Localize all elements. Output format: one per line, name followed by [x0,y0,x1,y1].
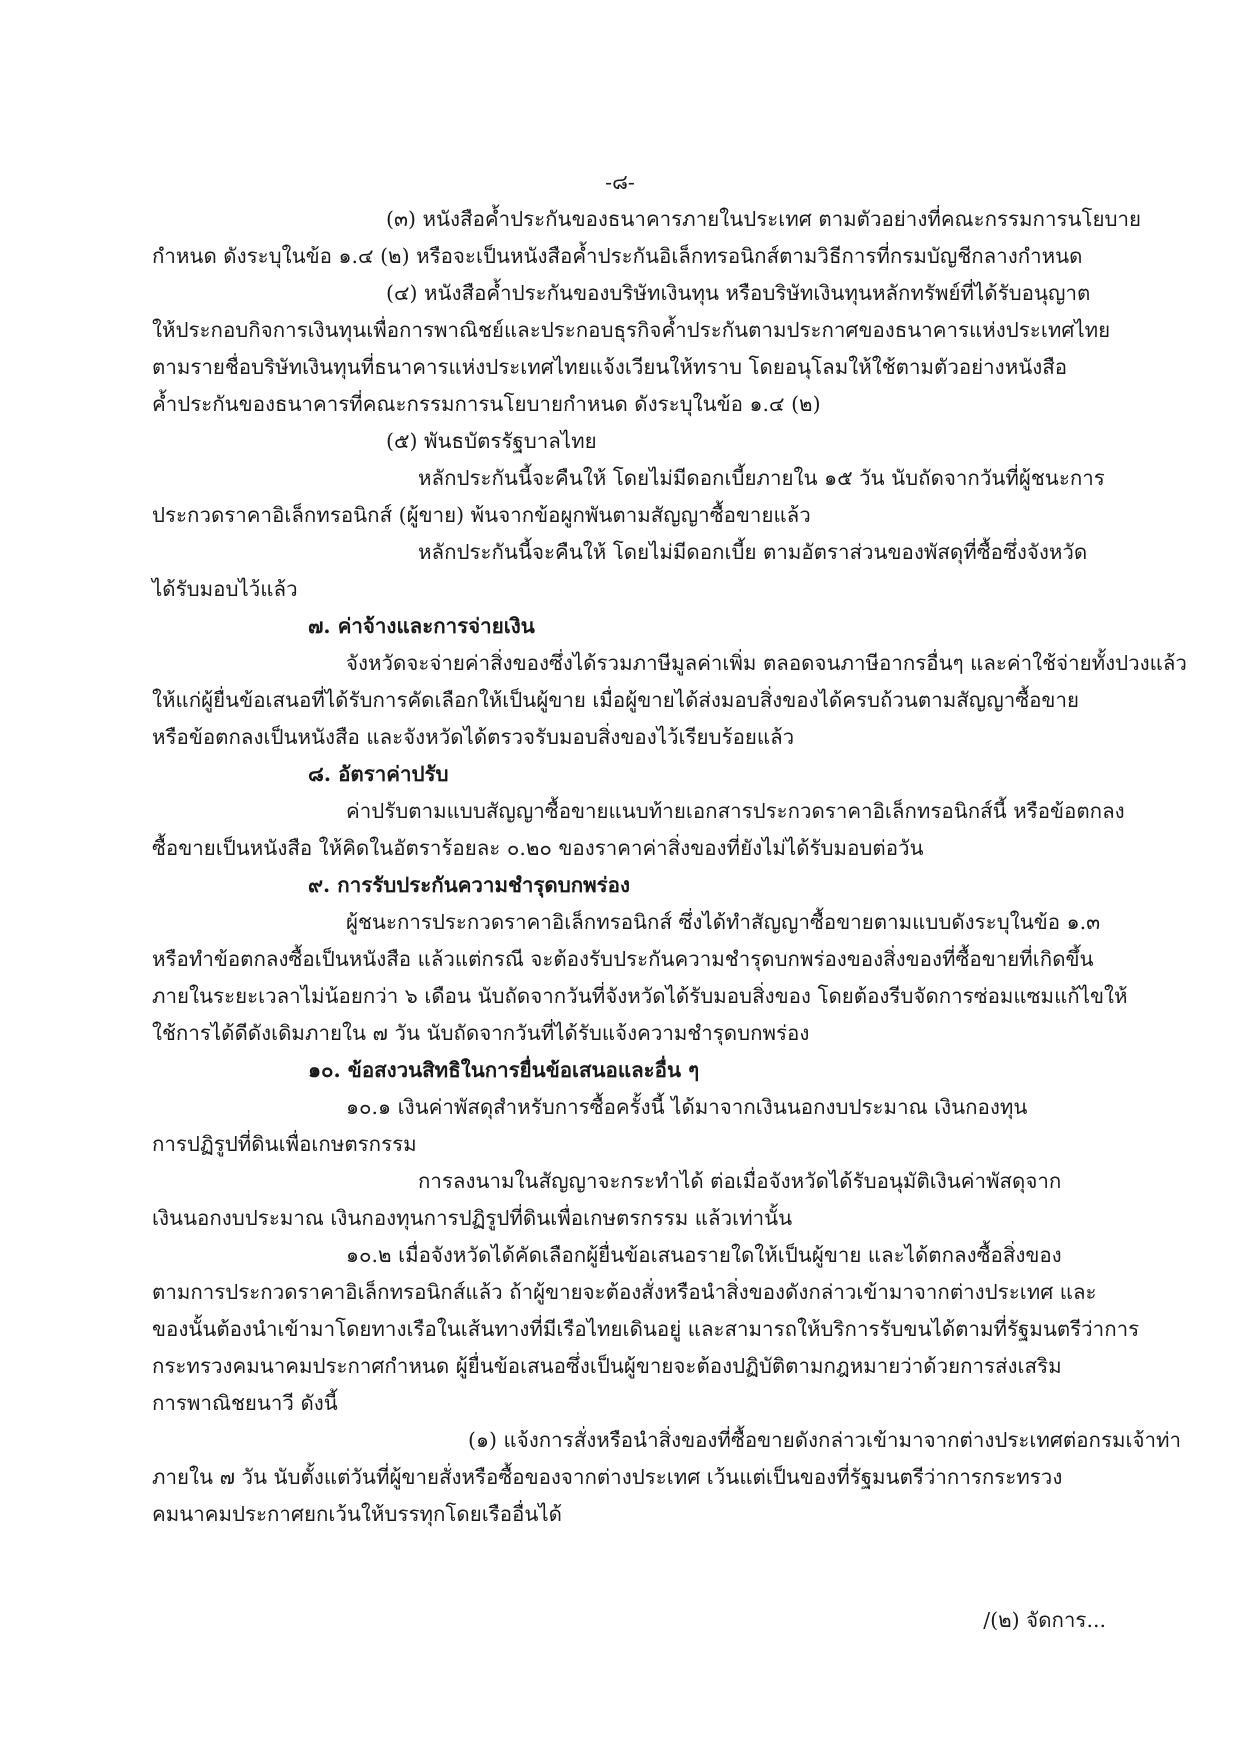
section-8-line-2: ซื้อขายเป็นหนังสือ ให้คิดในอัตราร้อยละ ๐.๒๐ ของราคาค่าสิ่งของที่ยังไม่ได้รับมอบต่อวัน [152,836,924,860]
item-4-line-4: ค้ำประกันของธนาคารที่คณะกรรมการนโยบายกำหนด ดังระบุในข้อ ๑.๔ (๒) [152,392,821,416]
item-5-line-1: (๕) พันธบัตรรัฐบาลไทย [386,429,597,453]
clause-10-2-line-3: ของนั้นต้องนำเข้ามาโดยทางเรือในเส้นทางที่มีเรือไทยเดินอยู่ และสามารถให้บริการรับขนได้ตามที่รัฐมนตรีว่าการ [152,1317,1140,1341]
clause-10-1-sign-line-1: การลงนามในสัญญาจะกระทำได้ ต่อเมื่อจังหวัดได้รับอนุมัติเงินค่าพัสดุจาก [418,1169,1062,1193]
section-9-line-3: ภายในระยะเวลาไม่น้อยกว่า ๖ เดือน นับถัดจากวันที่จังหวัดได้รับมอบสิ่งของ โดยต้องรีบจัดการซ่อมแซมแก้ไขให้ [152,984,1128,1008]
return-clause-1-line-1: หลักประกันนี้จะคืนให้ โดยไม่มีดอกเบี้ยภายใน ๑๕ วัน นับถัดจากวันที่ผู้ชนะการ [418,466,1105,490]
section-10-heading: ๑๐. ข้อสงวนสิทธิในการยื่นข้อเสนอและอื่น ๆ [308,1058,700,1082]
clause-10-1-line-2: การปฏิรูปที่ดินเพื่อเกษตรกรรม [152,1132,417,1156]
clause-10-2-line-5: การพาณิชยนาวี ดังนี้ [152,1391,338,1415]
section-7-heading: ๗. ค่าจ้างและการจ่ายเงิน [308,614,535,638]
section-7-line-2: ให้แก่ผู้ยื่นข้อเสนอที่ได้รับการคัดเลือกให้เป็นผู้ขาย เมื่อผู้ขายได้ส่งมอบสิ่งของได้ครบถ้วนตามสัญญาซื้อขาย [152,688,1079,712]
section-8-line-1: ค่าปรับตามแบบสัญญาซื้อขายแนบท้ายเอกสารประกวดราคาอิเล็กทรอนิกส์นี้ หรือข้อตกลง [346,799,1125,823]
page-number: -๘- [605,170,635,194]
section-9-line-2: หรือทำข้อตกลงซื้อเป็นหนังสือ แล้วแต่กรณี จะต้องรับประกันความชำรุดบกพร่องของสิ่งของที่ซื้อขายที่เกิดขึ้น [152,947,1094,971]
item-3-line-1: (๓) หนังสือค้ำประกันของธนาคารภายในประเทศ ตามตัวอย่างที่คณะกรรมการนโยบาย [386,207,1142,231]
clause-10-2-1-line-3: คมนาคมประกาศยกเว้นให้บรรทุกโดยเรืออื่นได้ [152,1502,562,1526]
clause-10-2-line-4: กระทรวงคมนาคมประกาศกำหนด ผู้ยื่นข้อเสนอซึ่งเป็นผู้ขายจะต้องปฏิบัติตามกฎหมายว่าด้วยการส่งเสริม [152,1354,1062,1378]
clause-10-2-line-1: ๑๐.๒ เมื่อจังหวัดได้คัดเลือกผู้ยื่นข้อเสนอรายใดให้เป็นผู้ขาย และได้ตกลงซื้อสิ่งของ [346,1243,1062,1267]
section-7-line-1: จังหวัดจะจ่ายค่าสิ่งของซึ่งได้รวมภาษีมูลค่าเพิ่ม ตลอดจนภาษีอากรอื่นๆ และค่าใช้จ่ายทั้งปวงแล้ว [346,651,1187,675]
section-9-line-1: ผู้ชนะการประกวดราคาอิเล็กทรอนิกส์ ซึ่งได้ทำสัญญาซื้อขายตามแบบดังระบุในข้อ ๑.๓ [346,910,1101,934]
section-9-heading: ๙. การรับประกันความชำรุดบกพร่อง [308,873,630,897]
item-4-line-1: (๔) หนังสือค้ำประกันของบริษัทเงินทุน หรือบริษัทเงินทุนหลักทรัพย์ที่ได้รับอนุญาต [386,281,1091,305]
clause-10-2-line-2: ตามการประกวดราคาอิเล็กทรอนิกส์แล้ว ถ้าผู้ขายจะต้องสั่งหรือนำสิ่งของดังกล่าวเข้ามาจากต่างประเทศ และ [152,1280,1097,1304]
return-clause-2-line-1: หลักประกันนี้จะคืนให้ โดยไม่มีดอกเบี้ย ตามอัตราส่วนของพัสดุที่ซื้อซึ่งจังหวัด [418,540,1088,564]
clause-10-2-1-line-2: ภายใน ๗ วัน นับตั้งแต่วันที่ผู้ขายสั่งหรือซื้อของจากต่างประเทศ เว้นแต่เป็นของที่รัฐมนตรีว่าการกระทรวง [152,1465,1063,1489]
return-clause-1-line-2: ประกวดราคาอิเล็กทรอนิกส์ (ผู้ขาย) พ้นจากข้อผูกพันตามสัญญาซื้อขายแล้ว [152,503,811,527]
clause-10-2-1-line-1: (๑) แจ้งการสั่งหรือนำสิ่งของที่ซื้อขายดังกล่าวเข้ามาจากต่างประเทศต่อกรมเจ้าท่า [468,1428,1182,1452]
item-4-line-2: ให้ประกอบกิจการเงินทุนเพื่อการพาณิชย์และประกอบธุรกิจค้ำประกันตามประกาศของธนาคารแห่งประเทศไทย [152,318,1111,342]
continuation-marker: /(๒) จัดการ... [983,1608,1106,1632]
section-7-line-3: หรือข้อตกลงเป็นหนังสือ และจังหวัดได้ตรวจรับมอบสิ่งของไว้เรียบร้อยแล้ว [152,725,795,749]
section-9-line-4: ใช้การได้ดีดังเดิมภายใน ๗ วัน นับถัดจากวันที่ได้รับแจ้งความชำรุดบกพร่อง [152,1021,810,1045]
item-4-line-3: ตามรายชื่อบริษัทเงินทุนที่ธนาคารแห่งประเทศไทยแจ้งเวียนให้ทราบ โดยอนุโลมให้ใช้ตามตัวอย่างหนังสือ [152,355,1068,379]
return-clause-2-line-2: ได้รับมอบไว้แล้ว [152,577,298,601]
clause-10-1-sign-line-2: เงินนอกงบประมาณ เงินกองทุนการปฏิรูปที่ดินเพื่อเกษตรกรรม แล้วเท่านั้น [152,1206,793,1230]
clause-10-1-line-1: ๑๐.๑ เงินค่าพัสดุสำหรับการซื้อครั้งนี้ ได้มาจากเงินนอกงบประมาณ เงินกองทุน [346,1095,1028,1119]
item-3-line-2: กำหนด ดังระบุในข้อ ๑.๔ (๒) หรือจะเป็นหนังสือค้ำประกันอิเล็กทรอนิกส์ตามวิธีการที่กรมบัญชีกลางกำหนด [152,244,1083,268]
section-8-heading: ๘. อัตราค่าปรับ [308,762,449,786]
